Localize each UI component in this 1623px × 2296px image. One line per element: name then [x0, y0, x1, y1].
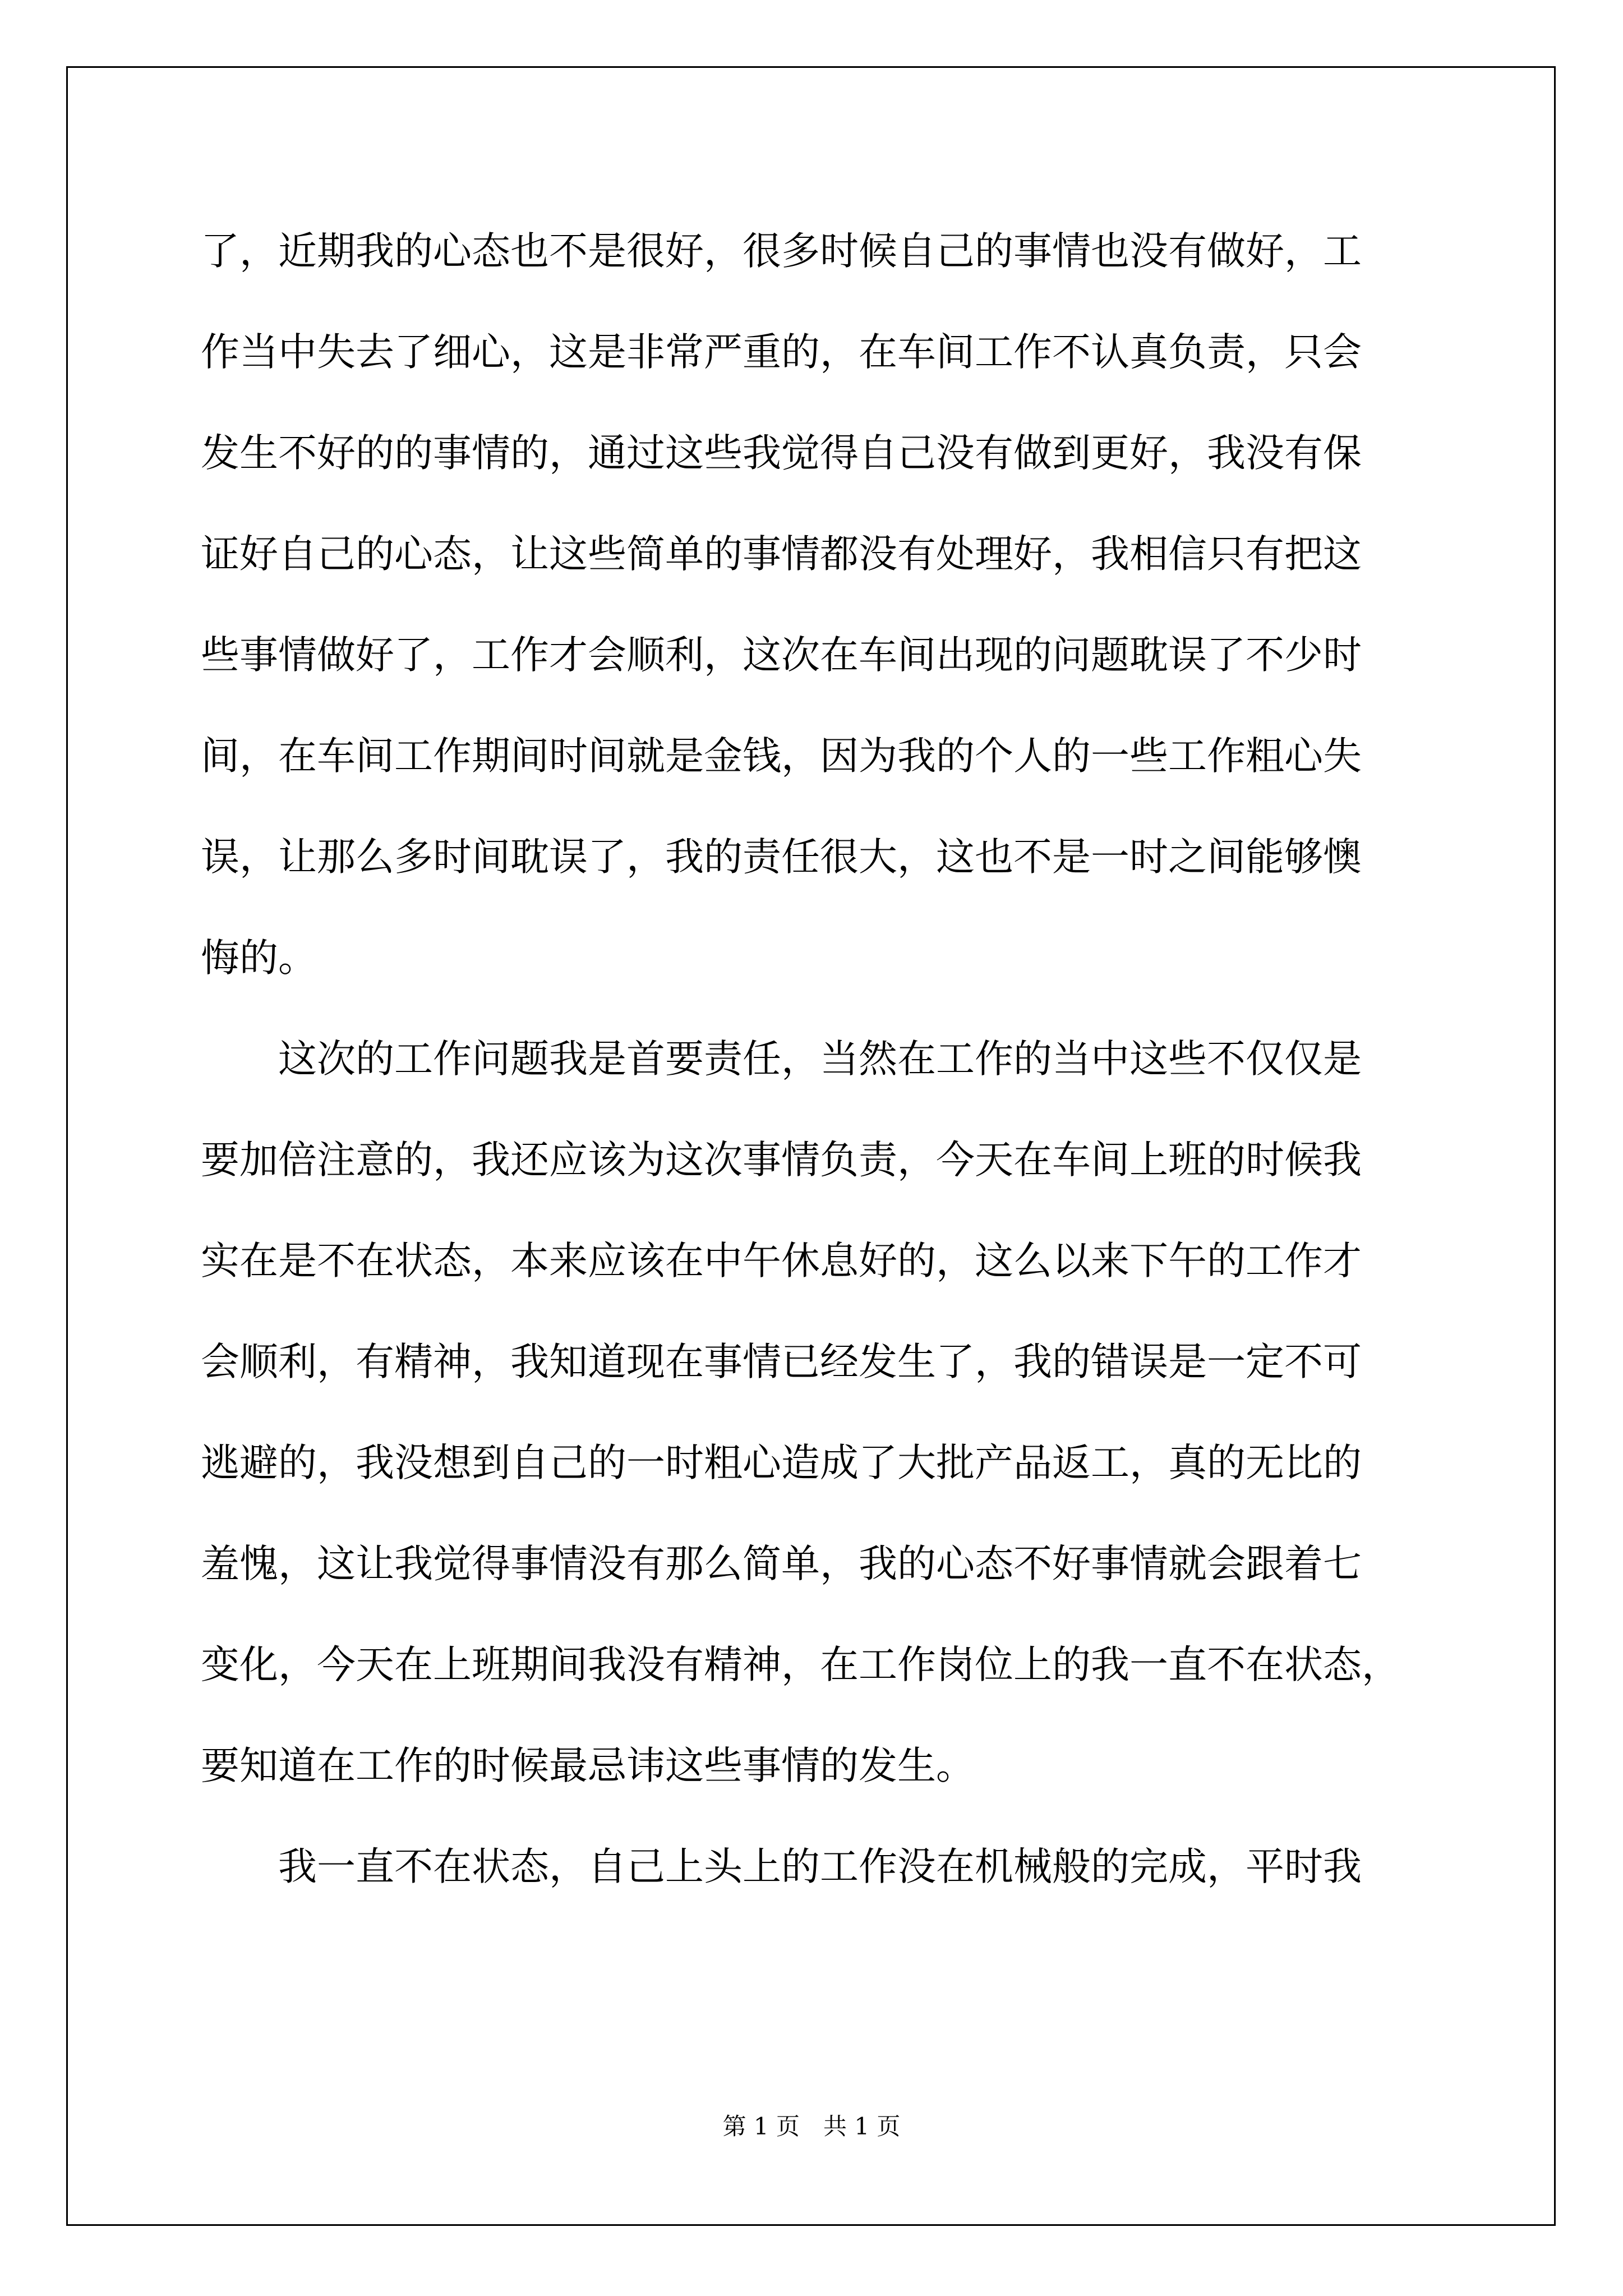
- text-line: 悔的。: [201, 936, 317, 981]
- text-line: 要加倍注意的，我还应该为这次事情负责，今天在车间上班的时候我: [201, 1138, 1362, 1182]
- text-line: 实在是不在状态，本来应该在中午休息好的，这么以来下午的工作才: [201, 1239, 1362, 1283]
- text-line: 发生不好的的事情的，通过这些我觉得自己没有做到更好，我没有保: [201, 431, 1362, 476]
- text-line: 逃避的，我没想到自己的一时粗心造成了大批产品返工，真的无比的: [201, 1441, 1362, 1485]
- page-footer: 第 1 页 共 1 页: [722, 2113, 901, 2140]
- text-line: 作当中失去了细心，这是非常严重的，在车间工作不认真负责，只会: [201, 330, 1362, 375]
- text-line: 会顺利，有精神，我知道现在事情已经发生了，我的错误是一定不可: [201, 1340, 1362, 1384]
- text-line: 羞愧，这让我觉得事情没有那么简单，我的心态不好事情就会跟着七: [201, 1542, 1362, 1586]
- text-line: 变化，今天在上班期间我没有精神，在工作岗位上的我一直不在状态，: [201, 1642, 1400, 1687]
- text-line: 了，近期我的心态也不是很好，很多时候自己的事情也没有做好，工: [201, 229, 1362, 274]
- text-line: 我一直不在状态，自己上头上的工作没在机械般的完成，平时我: [201, 1844, 1362, 1889]
- text-line: 间，在车间工作期间时间就是金钱，因为我的个人的一些工作粗心失: [201, 734, 1362, 779]
- text-line: 证好自己的心态，让这些简单的事情都没有处理好，我相信只有把这: [201, 532, 1362, 577]
- text-line: 要知道在工作的时候最忌讳这些事情的发生。: [201, 1743, 975, 1788]
- text-line: 些事情做好了，工作才会顺利，这次在车间出现的问题耽误了不少时: [201, 633, 1362, 678]
- text-line: 误，让那么多时间耽误了，我的责任很大，这也不是一时之间能够懊: [201, 835, 1362, 880]
- text-line: 这次的工作问题我是首要责任，当然在工作的当中这些不仅仅是: [201, 1037, 1362, 1082]
- document-body: [201, 201, 1423, 1917]
